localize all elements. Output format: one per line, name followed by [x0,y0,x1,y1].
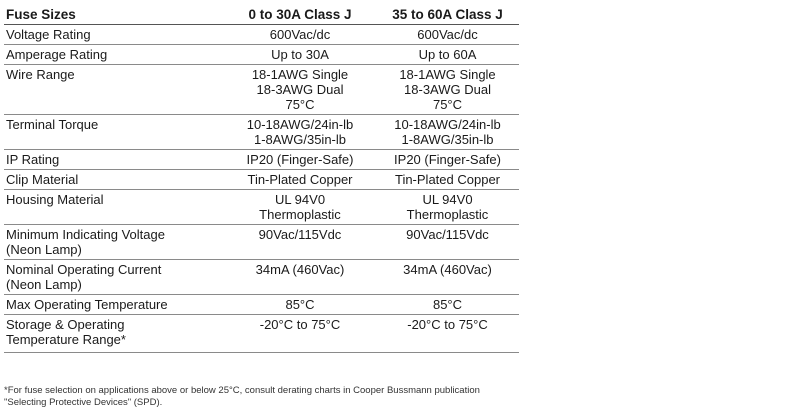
row-label [4,45,224,65]
cell-0-30a-text: -20°C to 75°C [259,317,341,332]
cell-35-60a-text: 85°C [432,297,463,312]
cell-35-60a-text: 1-8AWG/35in-lb [401,132,494,147]
row-label-text: Clip Material [6,172,79,187]
cell-35-60a-text: Tin-Plated Copper [394,172,500,187]
cell-35-60a [376,150,519,170]
table-row [4,190,519,225]
row-label-text: Storage & Operating [6,317,125,332]
cell-35-60a [376,45,519,65]
cell-35-60a-text: 90Vac/115Vdc [406,227,489,242]
cell-35-60a [376,260,519,295]
row-label-text: IP Rating [6,152,60,167]
cell-35-60a-text: UL 94V0 [422,192,473,207]
cell-0-30a [224,150,376,170]
row-label-text: Minimum Indicating Voltage [6,227,165,242]
table-row [4,45,519,65]
cell-35-60a-text: 10-18AWG/24in-lb [394,117,501,132]
cell-35-60a-text: 600Vac/dc [417,27,478,42]
fuse-spec-table [4,5,519,353]
table-row [4,25,519,45]
table-row [4,260,519,295]
table-row [4,170,519,190]
table-row [4,315,519,353]
table-row [4,115,519,150]
row-label-text: Temperature Range* [6,332,126,347]
row-label-text: Nominal Operating Current [6,262,162,277]
row-label [4,295,224,315]
cell-0-30a-text: 85°C [285,297,315,312]
cell-35-60a-text: -20°C to 75°C [407,317,488,332]
row-label [4,315,224,353]
table-row [4,65,519,115]
cell-0-30a [224,295,376,315]
cell-35-60a [376,315,519,353]
cell-35-60a [376,115,519,150]
row-label [4,170,224,190]
row-label [4,115,224,150]
row-label-text: (Neon Lamp) [6,277,82,292]
cell-35-60a [376,170,519,190]
row-label [4,150,224,170]
cell-0-30a-text: UL 94V0 [274,192,326,207]
cell-35-60a [376,65,519,115]
cell-0-30a-text: 10-18AWG/24in-lb [246,117,354,132]
cell-0-30a-text: IP20 (Finger-Safe) [246,152,354,167]
cell-35-60a [376,295,519,315]
row-label [4,225,224,260]
row-label-text: Terminal Torque [6,117,99,132]
cell-0-30a [224,115,376,150]
header-35-60a: 35 to 60A Class J [376,5,519,25]
cell-0-30a-text: 18-3AWG Dual [256,82,344,97]
cell-35-60a-text: Up to 60A [418,47,477,62]
table-row [4,295,519,315]
header-0-30a: 0 to 30A Class J [224,5,376,25]
row-label [4,25,224,45]
cell-35-60a-text: 75°C [432,97,463,112]
cell-0-30a-text: 1-8AWG/35in-lb [254,132,346,147]
row-label-text: Max Operating Temperature [6,297,168,312]
cell-0-30a [224,170,376,190]
row-label-text: Voltage Rating [6,27,91,42]
cell-0-30a [224,225,376,260]
cell-0-30a [224,65,376,115]
cell-0-30a-text: 90Vac/115Vdc [258,227,342,242]
footnote-line: "Selecting Protective Devices" (SPD). [4,397,163,408]
cell-0-30a [224,260,376,295]
row-label-text: Housing Material [6,192,104,207]
cell-35-60a-text: Thermoplastic [406,207,489,222]
cell-35-60a [376,190,519,225]
cell-0-30a-text: 34mA (460Vac) [255,262,345,277]
cell-0-30a [224,45,376,65]
table-header-row [4,5,519,25]
cell-0-30a [224,315,376,353]
cell-35-60a-text: IP20 (Finger-Safe) [394,152,501,167]
row-label-text: (Neon Lamp) [6,242,82,257]
cell-0-30a-text: Thermoplastic [259,207,341,222]
cell-0-30a-text: Tin-Plated Copper [247,172,353,187]
footnote-line: *For fuse selection on applications above or below 25°C, consult derating charts in Cooper Bussmann publication [4,385,480,396]
table-row [4,150,519,170]
cell-0-30a-text: 75°C [285,97,315,112]
row-label [4,260,224,295]
cell-35-60a-text: 18-1AWG Single [399,67,496,82]
row-label-text: Wire Range [6,67,75,82]
cell-35-60a [376,25,519,45]
row-label-text: Amperage Rating [6,47,108,62]
header-fuse-sizes: Fuse Sizes [4,5,224,25]
cell-35-60a-text: 34mA (460Vac) [403,262,492,277]
footnote [4,385,524,409]
cell-35-60a-text: 18-3AWG Dual [404,82,491,97]
cell-35-60a [376,225,519,260]
cell-0-30a-text: 18-1AWG Single [251,67,349,82]
row-label [4,65,224,115]
table-row [4,225,519,260]
cell-0-30a [224,25,376,45]
cell-0-30a-text: 600Vac/dc [269,27,331,42]
row-label [4,190,224,225]
cell-0-30a-text: Up to 30A [271,47,329,62]
cell-0-30a [224,190,376,225]
